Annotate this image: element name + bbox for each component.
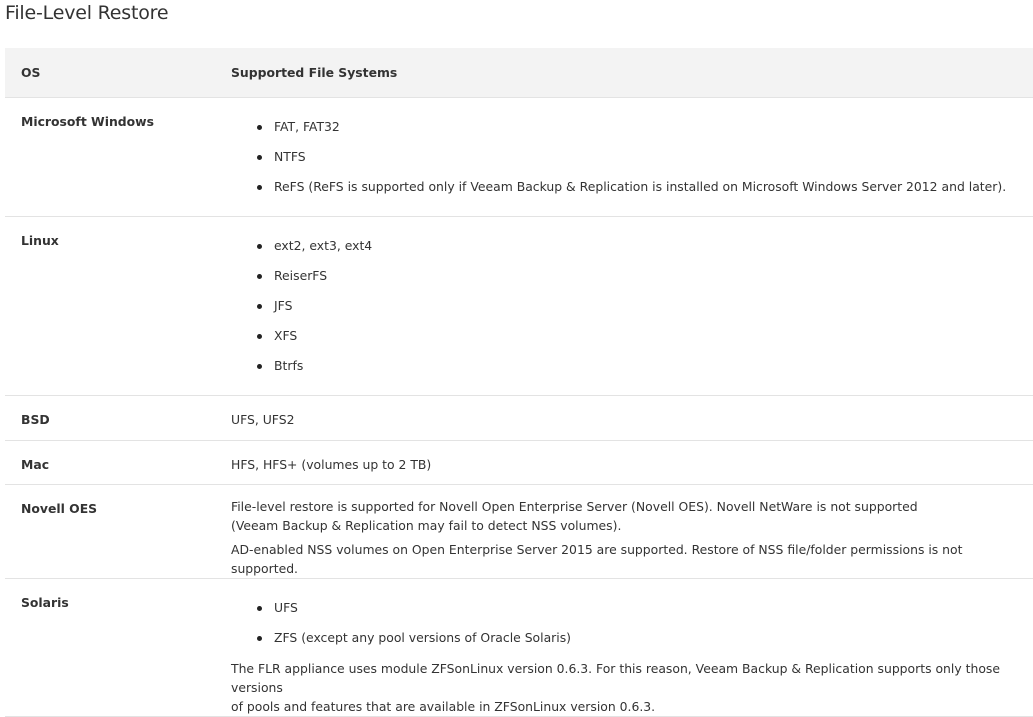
column-header-os: OS — [5, 48, 215, 98]
list-item: ReFS (ReFS is supported only if Veeam Backup & Replication is installed on Microsoft Windows Server 2012 and later). — [257, 172, 1033, 202]
list-item: ReiserFS — [257, 261, 1033, 291]
list-item: FAT, FAT32 — [257, 112, 1033, 142]
fs-list — [231, 593, 1033, 653]
fs-list — [231, 112, 1033, 202]
novell-support-line-2: (Veeam Backup & Replication may fail to detect NSS volumes). — [231, 518, 622, 533]
os-name: Microsoft Windows — [5, 98, 215, 217]
novell-support-line-1: File-level restore is supported for Novell Open Enterprise Server (Novell OES). Novell NetWare is not supported — [231, 499, 918, 514]
solaris-note-line-2: of pools and features that are available in ZFSonLinux version 0.6.3. — [231, 699, 656, 714]
list-item: Btrfs — [257, 351, 1033, 381]
table-header-row — [5, 48, 1033, 98]
list-item: NTFS — [257, 142, 1033, 172]
fs-list — [231, 231, 1033, 381]
file-systems-table — [5, 48, 1033, 717]
os-name: Novell OES — [5, 485, 215, 579]
list-item: ext2, ext3, ext4 — [257, 231, 1033, 261]
table-row-bsd — [5, 396, 1033, 441]
list-item: ZFS (except any pool versions of Oracle Solaris) — [257, 623, 1033, 653]
novell-ad-note: AD-enabled NSS volumes on Open Enterprise Server 2015 are supported. Restore of NSS file/folder permissions is not supported. — [231, 542, 963, 576]
os-name: Mac — [5, 441, 215, 485]
list-item: JFS — [257, 291, 1033, 321]
table-row-windows — [5, 98, 1033, 217]
os-name: Solaris — [5, 579, 215, 717]
solaris-note-line-1: The FLR appliance uses module ZFSonLinux version 0.6.3. For this reason, Veeam Backup & Replication supports only those versions — [231, 661, 1000, 695]
os-name: Linux — [5, 217, 215, 396]
table-row-linux — [5, 217, 1033, 396]
fs-cell — [215, 217, 1033, 396]
table-row-novell — [5, 485, 1033, 579]
page-title: File-Level Restore — [5, 2, 169, 24]
list-item: UFS — [257, 593, 1033, 623]
os-name: BSD — [5, 396, 215, 441]
list-item: XFS — [257, 321, 1033, 351]
table-row-solaris — [5, 579, 1033, 717]
fs-text: UFS, UFS2 — [215, 396, 1033, 441]
table-row-mac — [5, 441, 1033, 485]
fs-cell — [215, 579, 1033, 717]
fs-cell — [215, 485, 1033, 579]
fs-text: HFS, HFS+ (volumes up to 2 TB) — [215, 441, 1033, 485]
fs-cell — [215, 98, 1033, 217]
column-header-file-systems: Supported File Systems — [215, 48, 1033, 98]
